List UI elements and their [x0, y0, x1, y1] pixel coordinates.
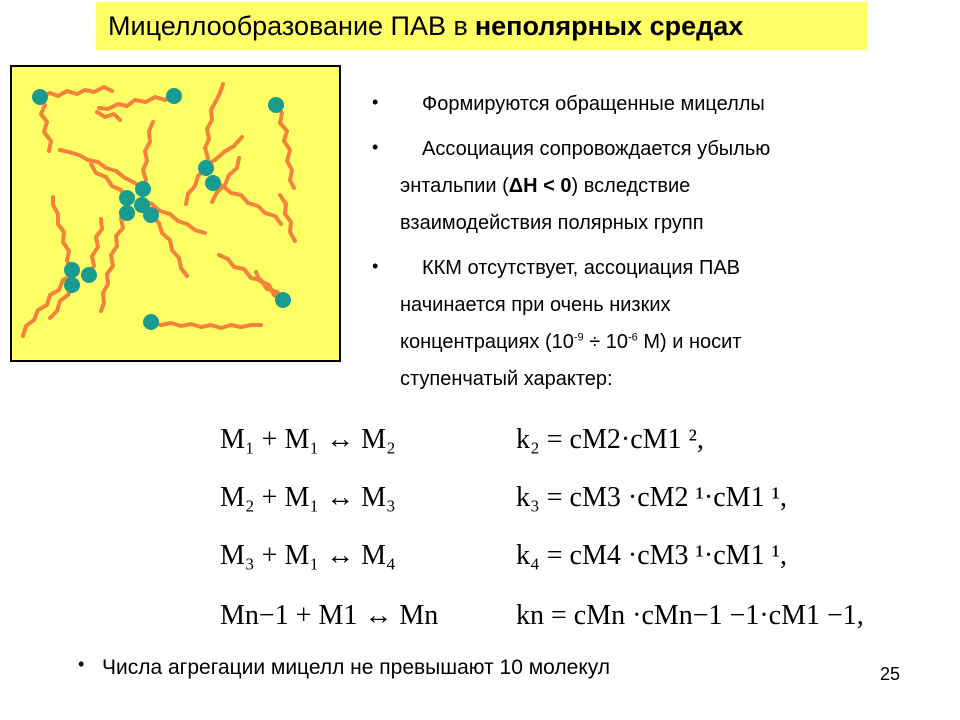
equation-1-rhs: k₂ = cM2·cM1 ², — [516, 424, 704, 455]
equation-1 — [220, 416, 860, 466]
bullet-3-line3: концентрациях ($10^{-9} \div 10^{-6}$ М) и носит — [400, 331, 742, 353]
equation-3-rhs: k₄ = cM4 ·cM3 ¹·cM1 ¹, — [516, 540, 787, 571]
bullet-3 — [372, 250, 932, 398]
polar-head — [81, 267, 97, 283]
bullet-marker: • — [372, 256, 379, 276]
title-normal: Мицеллообразование ПАВ в — [108, 10, 468, 41]
page-number: 25 — [880, 664, 901, 684]
polar-head — [198, 160, 214, 176]
nonpolar-medium — [11, 66, 340, 361]
bullet-list — [372, 86, 932, 398]
equation-3-lhs: M₃ + M₁ ↔ M₄ — [220, 540, 396, 571]
polar-head — [205, 175, 221, 191]
bullet-3-line2: начинается при очень низких — [400, 294, 671, 316]
bullet-marker: • — [372, 137, 379, 157]
bullet-3-line1: ККМ отсутствует, ассоциация ПАВ — [422, 257, 740, 279]
bullet-2-line2: энтальпии (ΔH < 0) вследствие — [400, 175, 691, 197]
polar-head — [143, 207, 159, 223]
equation-3 — [220, 532, 860, 582]
bullet-1 — [372, 86, 932, 123]
polar-head — [64, 277, 80, 293]
bullet-2-line1: Ассоциация сопровождается убылью — [422, 138, 771, 160]
bullet-marker: • — [78, 654, 85, 674]
slide-title — [96, 2, 868, 50]
equation-1-lhs: M₁ + M₁ ↔ M₂ — [220, 424, 396, 455]
bullet-2-line3: взаимодействия полярных групп — [400, 212, 704, 234]
title-bold: неполярных средах — [474, 10, 744, 41]
equation-2-rhs: k₃ = cM3 ·cM2 ¹·cM1 ¹, — [516, 482, 787, 513]
polar-head — [119, 190, 135, 206]
equation-2 — [220, 474, 860, 524]
reverse-micelle-diagram — [10, 65, 341, 362]
polar-head — [143, 314, 159, 330]
bullet-2 — [372, 131, 932, 242]
bullet-4-text: Числа агрегации мицелл не превышают 10 молекул — [102, 656, 611, 679]
equation-4 — [220, 592, 864, 642]
bullet-marker: • — [372, 92, 379, 112]
bullet-3-line4: ступенчатый характер: — [400, 368, 613, 390]
polar-head — [32, 89, 48, 105]
bullet-1-text: Формируются обращенные мицеллы — [422, 93, 765, 115]
polar-head — [119, 205, 135, 221]
polar-head — [64, 262, 80, 278]
polar-head — [166, 88, 182, 104]
equation-2-lhs: M₂ + M₁ ↔ M₃ — [220, 482, 396, 513]
equation-4-rhs: kn = cMn ·cMn−1 −1·cM1 −1, — [516, 600, 864, 631]
bullet-4 — [78, 656, 610, 680]
polar-head — [275, 292, 291, 308]
polar-head — [135, 181, 151, 197]
polar-head — [268, 97, 284, 113]
equation-4-lhs: Mn−1 + M1 ↔ Mn — [220, 600, 439, 631]
